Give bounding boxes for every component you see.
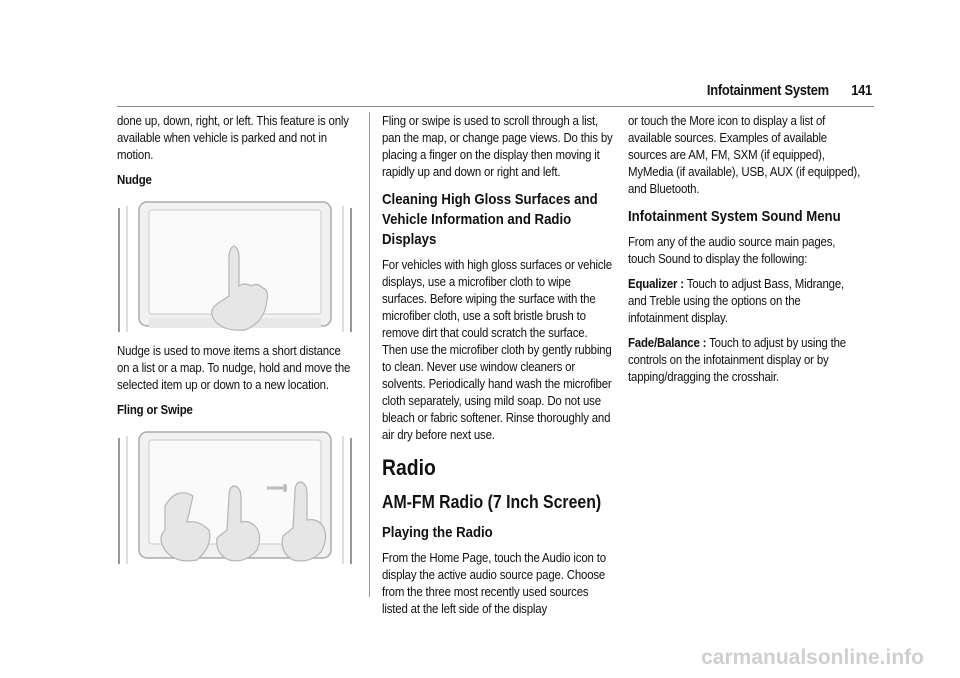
equalizer-text: Touch to adjust Bass, Midrange, and Treble using the options on the infotainment display.	[628, 276, 845, 325]
col2-paragraph-1: Fling or swipe is used to scroll through a list, pan the map, or change page views. Do this by placing a finger on the display then moving it rapidly up and down or right and left.	[382, 113, 613, 179]
equalizer-label: Equalizer :	[628, 276, 684, 291]
col1-paragraph-1: done up, down, right, or left. This feature is only available when vehicle is parked and not in motion.	[117, 113, 349, 162]
nudge-label: Nudge	[117, 172, 152, 187]
column-3	[628, 112, 860, 393]
watermark: carmanualsonline.info	[701, 646, 924, 669]
fade-balance-entry	[628, 334, 861, 385]
nudge-illustration	[117, 196, 354, 332]
page-header	[707, 82, 872, 99]
radio-heading: Radio	[382, 455, 436, 480]
fade-balance-text: Touch to adjust by using the controls on the infotainment display or by tapping/dragging the crosshair.	[628, 335, 846, 384]
cleaning-heading: Cleaning High Gloss Surfaces and Vehicle Information and Radio Displays	[382, 191, 598, 248]
column-2	[382, 112, 614, 625]
fade-balance-label: Fade/Balance :	[628, 335, 707, 350]
col3-paragraph-2: From any of the audio source main pages, touch Sound to display the following:	[628, 234, 836, 266]
page-number: 141	[851, 82, 872, 99]
col1-paragraph-2: Nudge is used to move items a short distance on a list or a map. To nudge, hold and move the selected item up or down to a new location.	[117, 343, 351, 392]
col2-paragraph-3: From the Home Page, touch the Audio icon to display the active audio source page. Choose from the three most recently used sources listed at the left side of the display	[382, 550, 606, 616]
amfm-heading: AM-FM Radio (7 Inch Screen)	[382, 492, 602, 512]
column-divider	[369, 112, 370, 597]
section-title: Infotainment System	[706, 82, 829, 99]
header-rule	[117, 106, 874, 107]
column-1	[117, 112, 354, 574]
playing-radio-heading: Playing the Radio	[382, 524, 493, 541]
col2-paragraph-2: For vehicles with high gloss surfaces or vehicle displays, use a microfiber cloth to wipe surfaces. Before wiping the surface with the microfiber cloth, use a soft bristle brush to remove dirt that could scratch the surface. Then use the microfiber cloth by gently rubbing to clean. Never use window cleaners or solvents. Periodically hand wash the microfiber cloth separately, using mild soap. Do not use bleach or fabric softener. Rinse thoroughly and air dry before next use.	[382, 257, 612, 442]
sound-menu-heading: Infotainment System Sound Menu	[628, 208, 841, 225]
equalizer-entry	[628, 275, 861, 326]
fling-label: Fling or Swipe	[117, 402, 193, 417]
col3-paragraph-1: or touch the More icon to display a list of available sources. Examples of available sources are AM, FM, SXM (if equipped), MyMedia (if available), USB, AUX (if equipped), and Bluetooth.	[628, 113, 861, 196]
fling-swipe-illustration	[117, 426, 354, 564]
